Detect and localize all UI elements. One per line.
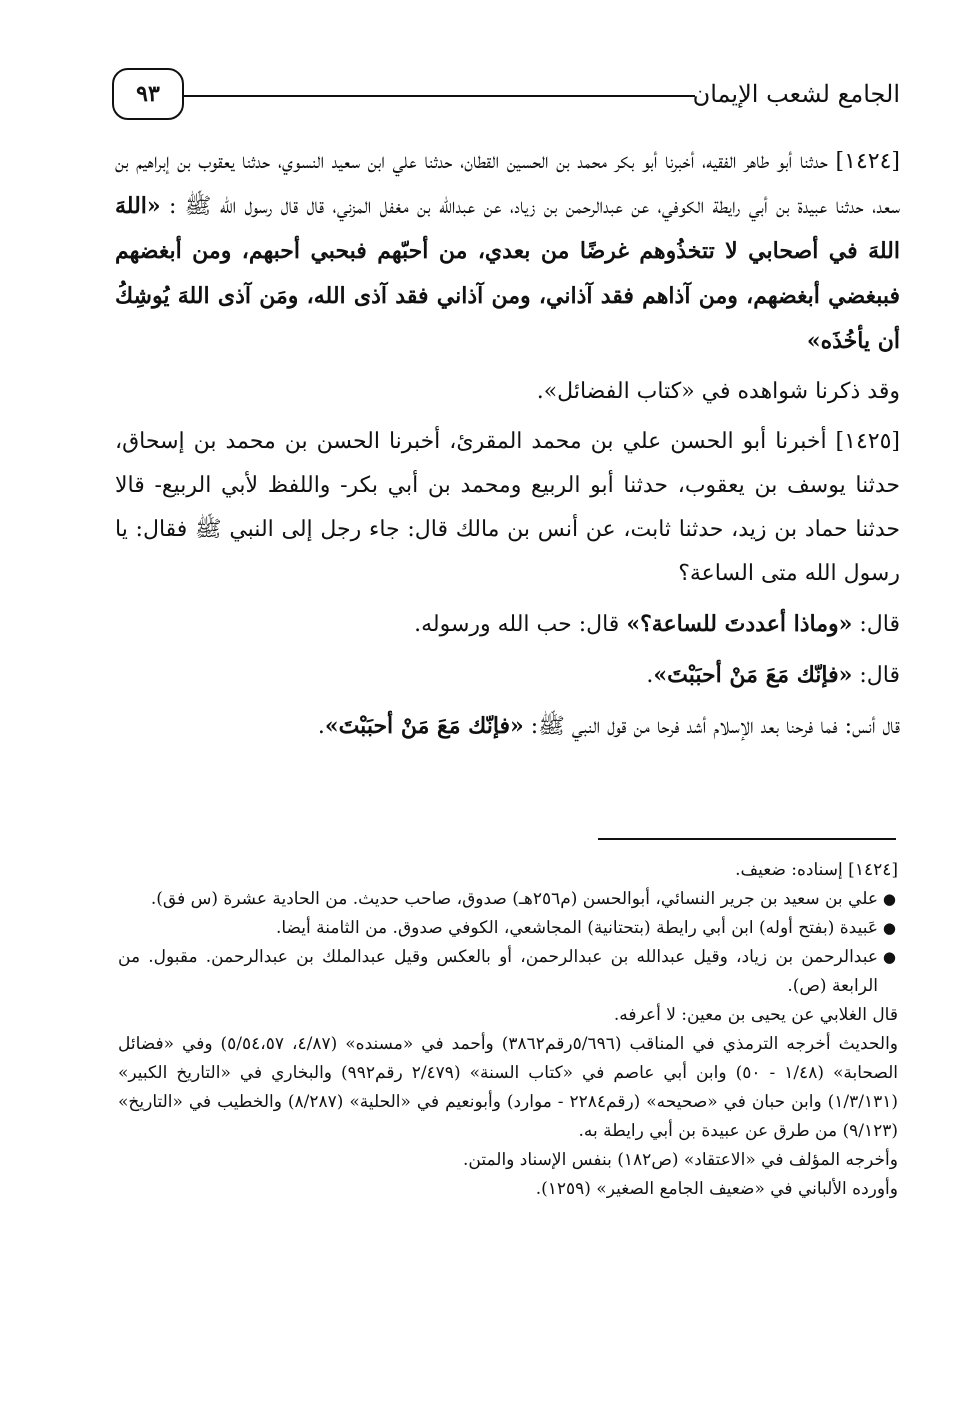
footnote-separator bbox=[598, 838, 896, 840]
quote-innaka-maa-2: «فإنّك مَعَ مَنْ أحبَبْتَ» bbox=[324, 713, 524, 739]
footnote-grade: [١٤٢٤] إسناده: ضعيف. bbox=[735, 860, 898, 880]
narrator-item: ● عبدالرحمن بن زياد، وقيل عبدالله بن عبدالرحمن، أو بالعكس وقيل عبدالملك بن عبدالرحمن. مقبول. من الرابعة (ص). bbox=[118, 943, 898, 1001]
hadith-1425: [١٤٢٥] أخبرنا أبو الحسن علي بن محمد المقرئ، أخبرنا الحسن بن محمد بن إسحاق، حدثنا يوسف بن يعقوب، حدثنا أبو الربيع ومحمد بن أبي بكر- واللفظ لأبي الربيع- قالا حدثنا حماد بن زيد، حدثنا ثابت، عن أنس بن مالك قال: جاء رجل إلى النبي ﷺ فقال: يا رسول الله متى الساعة؟ bbox=[115, 429, 900, 586]
paragraph-shawahid: وقد ذكرنا شواهده في «كتاب الفضائل». bbox=[536, 379, 900, 404]
page-number: ٩٣ bbox=[112, 68, 184, 120]
running-title: الجامع لشعب الإيمان bbox=[692, 80, 900, 108]
bullet-icon: ● bbox=[882, 948, 896, 966]
quote-innaka-maa: «فإنّك مَعَ مَنْ أحبَبْتَ» bbox=[653, 662, 853, 688]
footnote-ibn-main: قال الغلابي عن يحيى بن معين: لا أعرفه. bbox=[613, 1005, 898, 1025]
bullet-icon: ● bbox=[882, 890, 896, 908]
footnote-author-itiqad: وأخرجه المؤلف في «الاعتقاد» (ص١٨٢) بنفس الإسناد والمتن. bbox=[462, 1150, 898, 1170]
narrator-list bbox=[118, 885, 898, 1001]
hadith-1424-isnad: [١٤٢٤] حدثنا أبو طاهر الفقيه، أخبرنا أبو بكر محمد بن الحسين القطان، حدثنا علي ابن سعيد النسوي، حدثنا يعقوب بن إبراهيم بن سعد، حدثنا عبيدة بن أبي رايطة الكوفي، عن عبدالرحمن بن زياد، عن عبدالله بن مغفل المزني، قال قال رسول الله ﷺ : bbox=[115, 149, 900, 219]
hadith-1424 bbox=[115, 140, 900, 364]
bullet-icon: ● bbox=[882, 919, 896, 937]
quote-ma-adadta: «وماذا أعددتَ للساعة؟» bbox=[626, 611, 853, 637]
page-header bbox=[112, 68, 900, 124]
hadith-1424-matn: «اللهَ اللهَ في أصحابي لا تتخذُوهم غرضًا من بعدي، من أحبّهم فبحبي أحبهم، ومن أبغضهم فببغضي أبغضهم، ومن آذاهم فقد آذاني، ومن آذاني فقد آذى الله، ومَن آذى اللهَ يُوشِكُ أن يأخُذَه» bbox=[115, 193, 900, 354]
dialogue-line-2: قال: «فإنّك مَعَ مَنْ أحبَبْتَ». bbox=[646, 662, 900, 688]
narrator-item: ● عَبيدة (بفتح أوله) ابن أبي رايطة (بتحتانية) المجاشعي، الكوفي صدوق. من الثامنة أيضا. bbox=[118, 914, 898, 943]
narrator-item: ● علي بن سعيد بن جرير النسائي، أبوالحسن (م٢٥٦هـ) صدوق، صاحب حديث. من الحادية عشرة (س فق). bbox=[118, 885, 898, 914]
main-text bbox=[115, 140, 900, 749]
dialogue-line-1: قال: «وماذا أعددتَ للساعة؟» قال: حب الله ورسوله. bbox=[414, 611, 900, 637]
footnote-takhrij: والحديث أخرجه الترمذي في المناقب (٥/٦٩٦رقم٣٨٦٢) وأحمد في «مسنده» (٤/٨٧، ٥/٥٤،٥٧) وفي «فضائل الصحابة» (١/٤٨ - ٥٠) وابن أبي عاصم في «كتاب السنة» (٢/٤٧٩ رقم٩٩٢) والبخاري في «التاريخ الكبير» (١/٣/١٣١) وابن حبان في «صحيحه» (رقم٢٢٨٤ - موارد) وأبونعيم في «الحلية» (٨/٢٨٧) والخطيب في «التاريخ» (٩/١٢٣) من طرق عن عبيدة بن أبي رايطة به. bbox=[118, 1034, 898, 1141]
anas-statement: قال أنس: فما فرحنا بعد الإسلام أشد فرحا من قول النبي ﷺ: «فإنّك مَعَ مَنْ أحبَبْتَ». bbox=[317, 713, 900, 739]
footnotes bbox=[118, 856, 898, 1204]
footnote-albani: وأورده الألباني في «ضعيف الجامع الصغير» (١٢٥٩). bbox=[535, 1179, 898, 1199]
header-rule bbox=[178, 95, 695, 97]
